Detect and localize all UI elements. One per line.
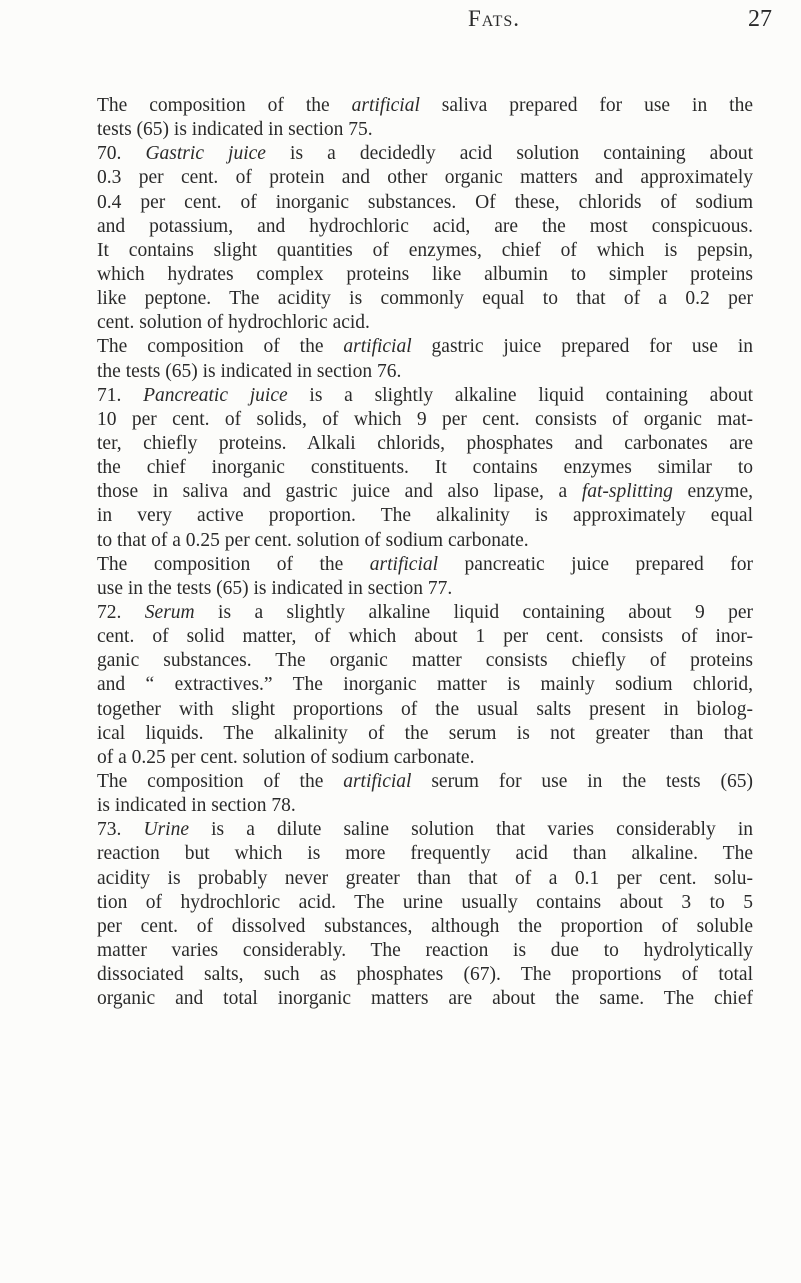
text-line bbox=[97, 408, 753, 432]
text-line bbox=[97, 94, 753, 118]
text-line bbox=[97, 698, 753, 722]
text-span: 0.3 per cent. of protein and other organic matters and approximately bbox=[97, 167, 753, 189]
text-span: together with slight proportions of the usual salts present in biolog- bbox=[97, 698, 753, 720]
text-span: 72. bbox=[97, 601, 145, 623]
text-span: The composition of the bbox=[97, 95, 352, 116]
text-span: is a slightly alkaline liquid containing about bbox=[287, 384, 754, 406]
text-line bbox=[97, 794, 753, 818]
text-span: ter, chiefly proteins. Alkali chlorids, phosphates and carbonates are bbox=[97, 432, 753, 454]
italic-text: artificial bbox=[351, 95, 420, 116]
text-span: to that of a 0.25 per cent. solution of sodium carbonate. bbox=[97, 529, 529, 551]
running-head-title: Fats. bbox=[468, 6, 520, 31]
text-line bbox=[97, 311, 753, 335]
italic-text: artificial bbox=[369, 553, 439, 575]
text-line bbox=[97, 673, 753, 697]
text-span: 10 per cent. of solids, of which 9 per cent. consists of organic mat- bbox=[97, 408, 753, 430]
text-line bbox=[97, 118, 753, 142]
text-span: enzyme, bbox=[672, 481, 753, 503]
text-span: matter varies considerably. The reaction is due to hydrolytically bbox=[97, 939, 753, 961]
text-span: per cent. of dissolved substances, although the proportion of soluble bbox=[97, 915, 753, 937]
text-span: use in the tests (65) is indicated in section 77. bbox=[97, 577, 453, 599]
italic-text: artificial bbox=[343, 336, 412, 358]
text-span: It contains slight quantities of enzymes, chief of which is pepsin, bbox=[97, 239, 753, 261]
italic-text: Urine bbox=[143, 819, 189, 841]
text-span: of a 0.25 per cent. solution of sodium carbonate. bbox=[97, 746, 475, 768]
text-line bbox=[97, 746, 753, 770]
text-line bbox=[97, 939, 753, 963]
text-span: pancreatic juice prepared for bbox=[438, 553, 753, 575]
text-span: 71. bbox=[97, 384, 144, 406]
italic-text: Gastric juice bbox=[145, 143, 266, 165]
text-line bbox=[97, 287, 753, 311]
text-span: ical liquids. The alkalinity of the serum is not greater than that bbox=[97, 722, 753, 744]
text-span: those in saliva and gastric juice and also lipase, a bbox=[97, 481, 582, 503]
text-span: in very active proportion. The alkalinity is approximately equal bbox=[97, 505, 753, 527]
italic-text: fat-splitting bbox=[581, 481, 673, 503]
text-span: 70. bbox=[97, 143, 146, 165]
text-line bbox=[97, 384, 753, 408]
text-span: the chief inorganic constituents. It contains enzymes similar to bbox=[97, 457, 753, 479]
text-line bbox=[97, 722, 753, 746]
page-number: 27 bbox=[748, 6, 772, 32]
text-line bbox=[97, 649, 753, 673]
text-line bbox=[97, 915, 753, 939]
text-span: like peptone. The acidity is commonly equal to that of a 0.2 per bbox=[97, 288, 753, 310]
text-span: gastric juice prepared for use in bbox=[411, 336, 753, 358]
text-span: is indicated in section 78. bbox=[97, 795, 296, 817]
text-line bbox=[97, 529, 753, 553]
text-span: and potassium, and hydrochloric acid, are the most conspicuous. bbox=[97, 215, 753, 237]
text-line bbox=[97, 770, 753, 794]
text-line bbox=[97, 432, 753, 456]
text-line bbox=[97, 987, 753, 1011]
text-line bbox=[97, 360, 753, 384]
italic-text: Serum bbox=[144, 601, 195, 623]
text-span: 73. bbox=[97, 819, 144, 841]
text-span: the tests (65) is indicated in section 76. bbox=[97, 360, 402, 382]
text-line bbox=[97, 263, 753, 287]
text-line bbox=[97, 335, 753, 359]
running-head bbox=[0, 6, 801, 40]
italic-text: artificial bbox=[343, 770, 412, 792]
text-span: 0.4 per cent. of inorganic substances. Of these, chlorids of sodium bbox=[97, 191, 753, 213]
text-line bbox=[97, 963, 753, 987]
text-span: tests (65) is indicated in section 75. bbox=[97, 119, 373, 141]
text-line bbox=[97, 577, 753, 601]
text-span: saliva prepared for use in the bbox=[419, 95, 753, 116]
text-line bbox=[97, 601, 753, 625]
text-line bbox=[97, 504, 753, 528]
text-span: cent. solution of hydrochloric acid. bbox=[97, 312, 370, 334]
text-line bbox=[97, 456, 753, 480]
text-span: The composition of the bbox=[97, 336, 344, 358]
text-line bbox=[97, 166, 753, 190]
text-line bbox=[97, 818, 753, 842]
text-span: reaction but which is more frequently acid than alkaline. The bbox=[97, 843, 753, 865]
text-line bbox=[97, 191, 753, 215]
text-span: and “ extractives.” The inorganic matter is mainly sodium chlorid, bbox=[97, 674, 753, 696]
text-span: is a dilute saline solution that varies considerably in bbox=[189, 819, 754, 841]
text-span: dissociated salts, such as phosphates (67). The proportions of total bbox=[97, 964, 753, 986]
text-span: acidity is probably never greater than that of a 0.1 per cent. solu- bbox=[97, 867, 753, 889]
text-line bbox=[97, 553, 753, 577]
text-line bbox=[97, 867, 753, 891]
text-line bbox=[97, 891, 753, 915]
text-span: is a slightly alkaline liquid containing about 9 per bbox=[194, 601, 754, 623]
text-span: ganic substances. The organic matter consists chiefly of proteins bbox=[97, 650, 753, 672]
text-line bbox=[97, 625, 753, 649]
text-span: The composition of the bbox=[97, 770, 344, 792]
text-span: organic and total inorganic matters are about the same. The chief bbox=[97, 988, 753, 1010]
body-text bbox=[97, 94, 753, 1011]
text-span: which hydrates complex proteins like albumin to simpler proteins bbox=[97, 263, 753, 285]
text-line bbox=[97, 480, 753, 504]
text-line bbox=[97, 215, 753, 239]
text-span: serum for use in the tests (65) bbox=[411, 770, 753, 792]
text-line bbox=[97, 142, 753, 166]
text-span: cent. of solid matter, of which about 1 per cent. consists of inor- bbox=[97, 626, 753, 648]
text-line bbox=[97, 842, 753, 866]
text-span: is a decidedly acid solution containing about bbox=[265, 143, 753, 165]
text-span: tion of hydrochloric acid. The urine usually contains about 3 to 5 bbox=[97, 891, 753, 913]
italic-text: Pancreatic juice bbox=[143, 384, 288, 406]
text-line bbox=[97, 239, 753, 263]
text-span: The composition of the bbox=[97, 553, 370, 575]
